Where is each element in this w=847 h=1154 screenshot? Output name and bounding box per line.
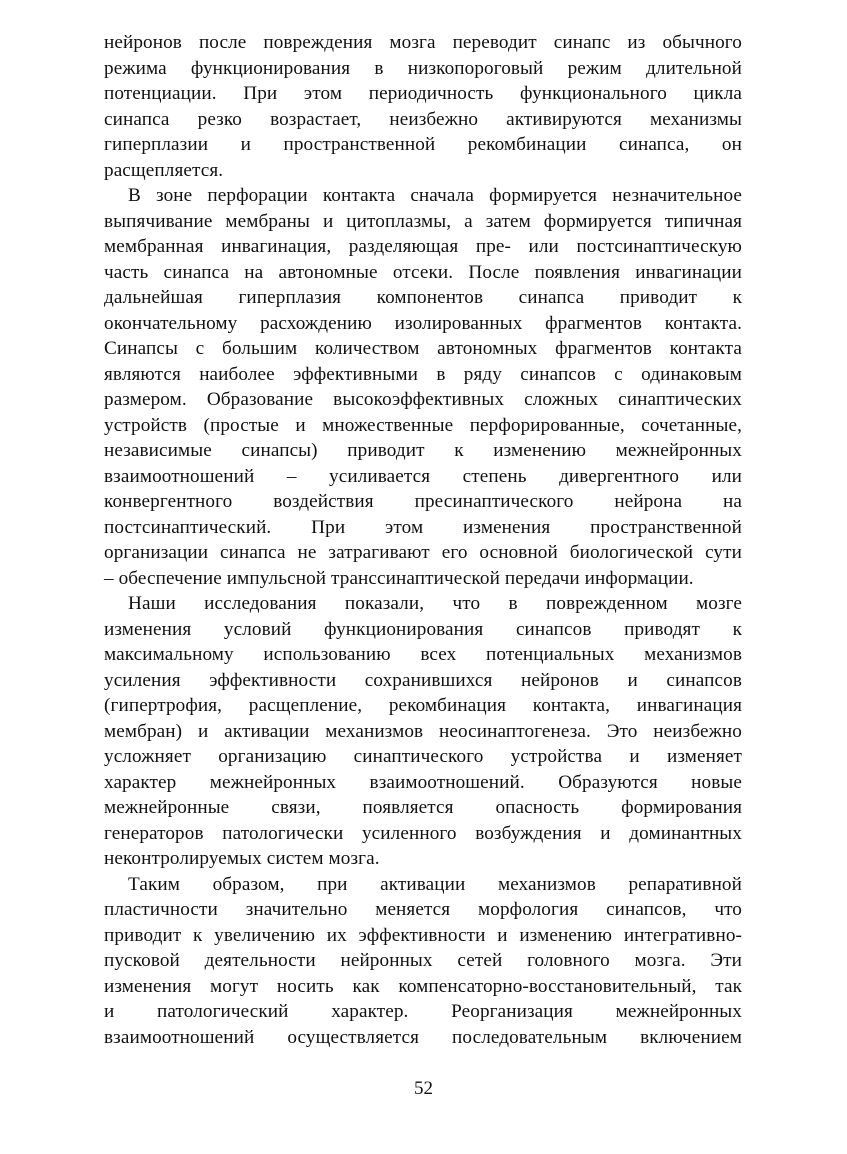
text-line: дальнейшая гиперплазия компонентов синапса приводит к (104, 287, 742, 308)
text-line: пластичности значительно меняется морфология синапсов, что (104, 899, 742, 920)
text-line: (гипертрофия, расщепление, рекомбинация контакта, инвагинация (104, 695, 742, 716)
text-line: независимые синапсы) приводит к изменению межнейронных (104, 440, 742, 461)
text-line: генераторов патологически усиленного возбуждения и доминантных (104, 822, 742, 844)
text-line: межнейронные связи, появляется опасность формирования (104, 797, 742, 818)
text-line: Наши исследования показали, что в поврежденном мозге (128, 593, 742, 614)
page-body (104, 30, 742, 1050)
text-line: характер межнейронных взаимоотношений. Образуются новые (104, 771, 742, 793)
text-line: усиления эффективности сохранившихся нейронов и синапсов (104, 669, 742, 691)
text-line: часть синапса на автономные отсеки. После появления инвагинации (104, 261, 742, 283)
text-line: Таким образом, при активации механизмов репаративной (128, 873, 742, 895)
text-line: устройств (простые и множественные перфорированные, сочетанные, (104, 414, 742, 436)
paragraph-1 (104, 30, 742, 183)
text-line: размером. Образование высокоэффективных сложных синаптических (104, 389, 742, 410)
text-line: Синапсы с большим количеством автономных фрагментов контакта (104, 338, 742, 359)
text-line: взаимоотношений осуществляется последовательным включением (104, 1026, 742, 1048)
text-line: усложняет организацию синаптического устройства и изменяет (104, 746, 742, 767)
paragraph-2 (104, 183, 742, 591)
text-line: потенциации. При этом периодичность функционального цикла (104, 83, 742, 104)
text-line: режима функционирования в низкопороговый режим длительной (104, 57, 742, 79)
text-line: и патологический характер. Реорганизация межнейронных (104, 1001, 742, 1022)
text-line: постсинаптический. При этом изменения пространственной (104, 516, 742, 538)
text-line: гиперплазии и пространственной рекомбинации синапса, он (104, 134, 742, 155)
text-line: окончательному расхождению изолированных фрагментов контакта. (104, 312, 742, 334)
text-line: – обеспечение импульсной транссинаптической передачи информации. (104, 567, 694, 589)
text-line: максимальному использованию всех потенциальных механизмов (104, 644, 742, 665)
paragraph-3 (104, 591, 742, 872)
text-line: синапса резко возрастает, неизбежно активируются механизмы (104, 108, 742, 130)
text-line: взаимоотношений – усиливается степень дивергентного или (104, 465, 742, 487)
text-line: мембран) и активации механизмов неосинаптогенеза. Это неизбежно (104, 720, 742, 742)
text-line: пусковой деятельности нейронных сетей головного мозга. Эти (104, 950, 742, 971)
text-line: выпячивание мембраны и цитоплазмы, а затем формируется типичная (104, 210, 742, 232)
text-line: расщепляется. (104, 159, 224, 181)
text-line: неконтролируемых систем мозга. (104, 848, 380, 869)
text-line: В зоне перфорации контакта сначала формируется незначительное (128, 185, 742, 206)
text-line: изменения условий функционирования синапсов приводят к (104, 618, 742, 640)
text-line: являются наиболее эффективными в ряду синапсов с одинаковым (104, 363, 742, 385)
text-line: организации синапса не затрагивают его основной биологической сути (104, 542, 742, 563)
paragraph-4 (104, 872, 742, 1051)
text-line: изменения могут носить как компенсаторно-восстановительный, так (104, 975, 742, 997)
text-line: конвергентного воздействия пресинаптического нейрона на (104, 491, 742, 512)
text-line: мембранная инвагинация, разделяющая пре- или постсинаптическую (104, 236, 742, 257)
text-line: приводит к увеличению их эффективности и изменению интегративно- (104, 924, 742, 946)
page-number: 52 (414, 1078, 433, 1099)
text-line: нейронов после повреждения мозга переводит синапс из обычного (104, 32, 742, 53)
